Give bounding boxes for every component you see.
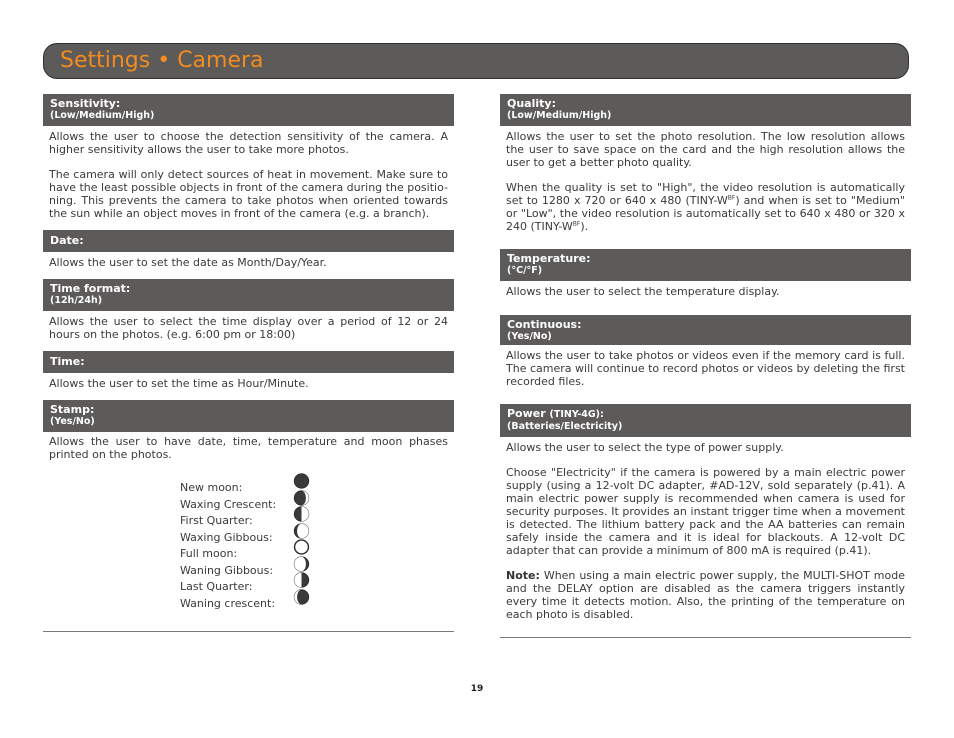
power-title-line <box>507 407 904 421</box>
stamp-options: (Yes/No) <box>50 416 95 427</box>
moon-phase-table <box>180 481 454 613</box>
quality-text-2 <box>500 181 911 233</box>
power-text-2: Choose "Electricity" if the camera is powered by a main electric power supply (using a 12-volt DC adapter, #AD-12V, sold separately (p.41). A main electric power supply is recommended when camera is used for security purposes. It provides an instant trigger time when a movement is detected. The lithium battery pack and the AA batteries can remain safely inside the camera and it is ideal for blackouts. A 12-volt DC adapter that can provide a minimum of 800 mA is required (p.41). <box>506 466 905 557</box>
moon-label-full: Full moon: <box>180 547 238 560</box>
quality-options: (Low/Medium/High) <box>507 110 612 121</box>
power-model: (TINY-4G): <box>549 409 604 420</box>
quality-sup-2: BF <box>572 220 581 228</box>
temperature-header <box>500 249 911 281</box>
right-bottom-rule <box>500 637 911 638</box>
stamp-text: Allows the user to have date, time, temperature and moon phases printed on the photos. <box>49 435 448 461</box>
quality-title: Quality: <box>507 97 556 110</box>
power-title: Power <box>507 407 546 420</box>
waning-gibbous-icon <box>293 556 310 572</box>
continuous-title: Continuous: <box>507 318 582 331</box>
quality-text-2b: ) and when is set to "Medium" or "Low", the video resolution is automatically set to 640 x 480 or 320 x 240 (TINY-W <box>506 194 905 233</box>
full-moon-icon <box>293 539 310 555</box>
page-title: Settings • Camera <box>60 48 264 73</box>
time-format-header <box>43 279 454 311</box>
time-text: Allows the user to set the time as Hour/Minute. <box>49 377 309 390</box>
page-number: 19 <box>470 684 484 694</box>
power-options: (Batteries/Electricity) <box>507 421 623 432</box>
left-column <box>43 94 454 632</box>
stamp-title: Stamp: <box>50 403 95 416</box>
time-format-title: Time format: <box>50 282 131 295</box>
moon-label-waning-gibbous: Waning Gibbous: <box>180 563 274 577</box>
sensitivity-title: Sensitivity: <box>50 97 121 110</box>
continuous-header <box>500 315 911 345</box>
waxing-gibbous-icon <box>293 523 310 539</box>
time-title: Time: <box>50 355 85 368</box>
waxing-crescent-icon <box>293 490 310 506</box>
stamp-header <box>43 400 454 432</box>
quality-text-2c: ). <box>580 220 589 233</box>
sensitivity-options: (Low/Medium/High) <box>50 110 155 121</box>
new-moon-icon <box>293 473 310 489</box>
quality-header <box>500 94 911 126</box>
last-quarter-icon <box>293 572 310 588</box>
power-text-1: Allows the user to select the type of power supply. <box>506 441 784 454</box>
quality-text-2a: When the quality is set to "High", the video resolution is automatically set to 1280 x 720 or 640 x 480 (TINY-W <box>506 181 905 207</box>
date-header <box>43 230 454 252</box>
moon-label-first-quarter: First Quarter: <box>180 514 253 527</box>
right-column <box>500 94 911 638</box>
power-note <box>500 569 911 621</box>
quality-sup-1: BF <box>727 194 736 202</box>
first-quarter-icon <box>293 506 310 522</box>
time-format-options: (12h/24h) <box>50 295 103 306</box>
temperature-title: Temperature: <box>507 252 591 265</box>
sensitivity-header <box>43 94 454 126</box>
waning-crescent-icon <box>293 589 310 605</box>
power-note-label: Note: <box>506 569 540 582</box>
moon-label-waxing-gibbous: Waxing Gibbous: <box>180 530 273 544</box>
moon-label-last-quarter: Last Quarter: <box>180 580 253 593</box>
date-title: Date: <box>50 234 84 247</box>
time-format-text: Allows the user to select the time display over a period of 12 or 24 hours on the photos. (e.g. 6:00 pm or 18:00) <box>49 315 448 341</box>
power-note-text: When using a main electric power supply, the MULTI-SHOT mode and the DELAY option are disabled as the camera triggers instantly every time it detects motion. Also, the printing of the temperature on each photo is disabled. <box>506 569 905 621</box>
power-header <box>500 404 911 437</box>
continuous-text: Allows the user to take photos or videos even if the memory card is full. The camera will continue to record photos or videos by deleting the first recorded files. <box>506 349 905 388</box>
temperature-options: (°C/°F) <box>507 265 543 276</box>
date-text: Allows the user to set the date as Month/Day/Year. <box>49 256 327 269</box>
moon-label-waning-crescent: Waning crescent: <box>180 596 276 610</box>
temperature-text: Allows the user to select the temperature display. <box>506 285 780 298</box>
time-header <box>43 351 454 373</box>
quality-text-1: Allows the user to set the photo resolution. The low resolution allows the user to save space on the card and the high resolution allows the user to get a better photo quality. <box>506 130 905 169</box>
left-bottom-rule <box>43 631 454 632</box>
sensitivity-text-1: Allows the user to choose the detection sensitivity of the camera. A higher sensitivity allows the user to take more photos. <box>49 130 448 156</box>
moon-label-new: New moon: <box>180 481 243 494</box>
moon-label-waxing-crescent: Waxing Crescent: <box>180 497 277 511</box>
sensitivity-text-2: The camera will only detect sources of heat in movement. Make sure to have the least possible objects in front of the camera during the positio-ning. This prevents the camera to take photos when oriented towards the sun while an object moves in front of the camera (e.g. a branch). <box>49 168 448 220</box>
continuous-options: (Yes/No) <box>507 331 552 342</box>
title-bar <box>43 43 909 79</box>
